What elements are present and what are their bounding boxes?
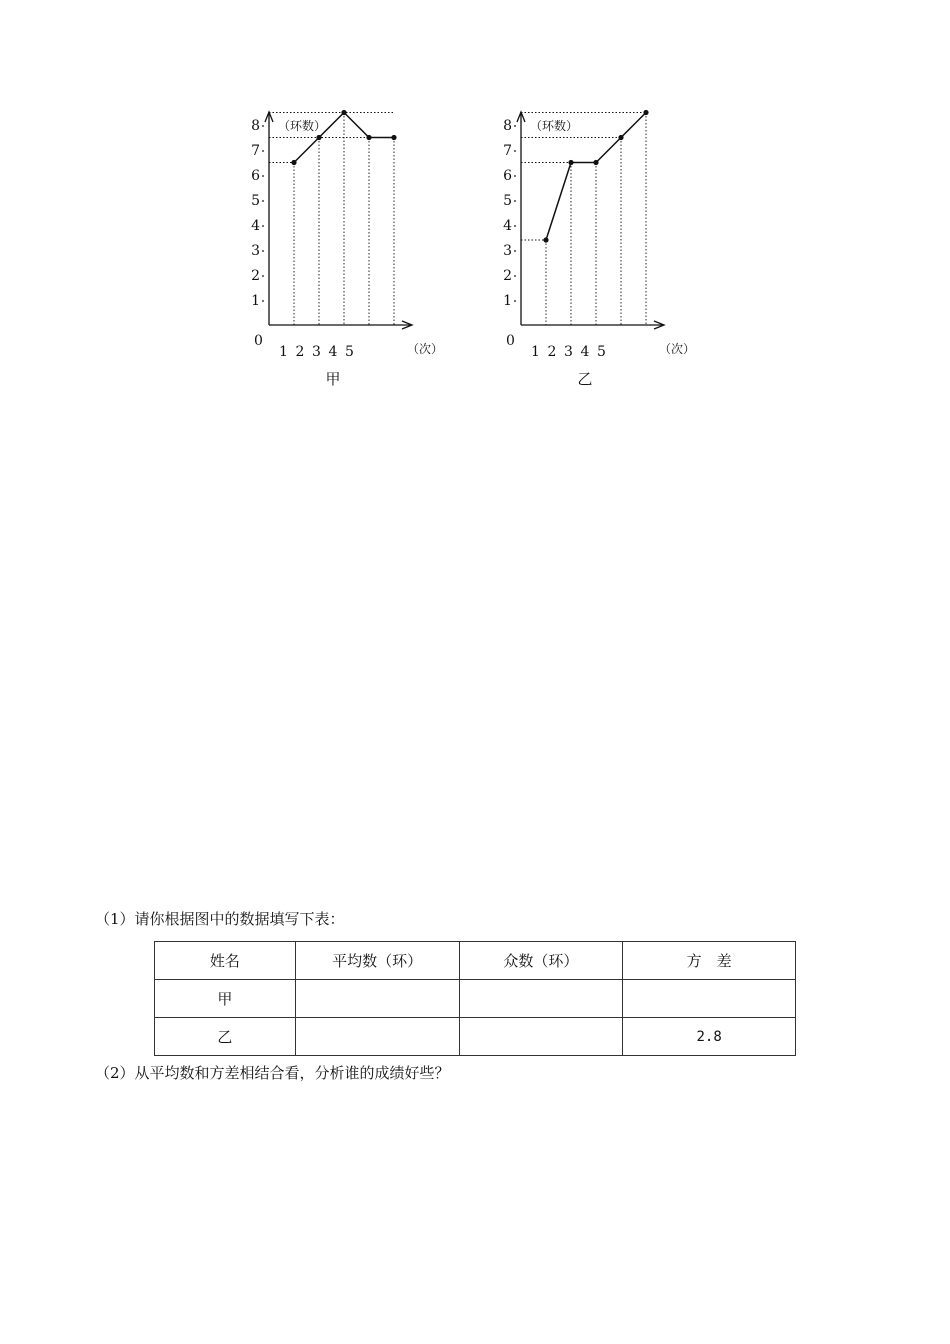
y-tick-dot [514, 300, 516, 302]
chart-caption: 甲 [325, 370, 341, 388]
x-tick-label: 5 [345, 344, 354, 360]
y-axis-label: （环数） [530, 119, 579, 133]
y-tick-label: 8 [251, 118, 260, 134]
x-axis-label: （次） [407, 342, 444, 356]
x-tick-label: 2 [547, 344, 557, 360]
y-tick-dot [262, 125, 264, 127]
y-tick-label: 6 [503, 168, 512, 184]
chart-caption: 乙 [577, 370, 593, 388]
y-tick-label: 5 [503, 193, 512, 209]
x-tick-label: 2 [295, 344, 305, 360]
table-header-cell: 姓名 [155, 942, 296, 980]
y-tick-dot [262, 175, 264, 177]
y-tick-dot [262, 225, 264, 227]
y-tick-dot [514, 200, 516, 202]
table-header-row [155, 942, 796, 980]
x-tick-label: 3 [312, 344, 321, 360]
y-tick-label: 7 [503, 143, 512, 159]
data-point [543, 237, 548, 242]
table-row [155, 980, 796, 1018]
y-tick-dot [514, 125, 516, 127]
x-tick-label: 5 [597, 344, 606, 360]
table-header-cell: 众数（环） [459, 942, 623, 980]
x-tick-label: 1 [531, 344, 540, 360]
question-2: （2）从平均数和方差相结合看，分析谁的成绩好些？ [95, 1064, 450, 1082]
y-tick-label: 8 [503, 118, 512, 134]
data-point [291, 160, 296, 165]
y-tick-label: 1 [251, 293, 260, 309]
y-tick-label: 7 [251, 143, 260, 159]
y-tick-label: 3 [251, 243, 260, 259]
table-cell-variance: 2.8 [623, 1018, 796, 1056]
data-point [593, 160, 598, 165]
y-tick-label: 3 [503, 243, 512, 259]
line-chart-yi [497, 100, 747, 400]
x-axis-label: （次） [659, 342, 696, 356]
y-axis-label: （环数） [278, 119, 327, 133]
y-tick-dot [514, 175, 516, 177]
y-tick-dot [514, 150, 516, 152]
y-tick-dot [262, 150, 264, 152]
table-cell-mode[interactable] [459, 1018, 623, 1056]
table-header-cell: 平均数（环） [295, 942, 459, 980]
line-chart-jia [245, 100, 495, 400]
y-tick-label: 2 [251, 268, 260, 284]
stats-table [154, 941, 796, 1056]
data-point [568, 160, 573, 165]
x-tick-label: 3 [564, 344, 573, 360]
data-point [643, 110, 648, 115]
y-tick-dot [514, 275, 516, 277]
data-point [391, 135, 396, 140]
y-tick-label: 0 [506, 333, 515, 349]
data-point [316, 135, 321, 140]
y-tick-dot [514, 225, 516, 227]
y-tick-label: 1 [503, 293, 512, 309]
data-point [366, 135, 371, 140]
data-point [341, 110, 346, 115]
y-tick-dot [262, 200, 264, 202]
y-tick-label: 6 [251, 168, 260, 184]
y-tick-label: 5 [251, 193, 260, 209]
table-cell-mean[interactable] [295, 980, 459, 1018]
y-tick-dot [262, 300, 264, 302]
table-cell-variance[interactable] [623, 980, 796, 1018]
table-header-cell: 方 差 [623, 942, 796, 980]
table-cell-mode[interactable] [459, 980, 623, 1018]
question-1: （1）请你根据图中的数据填写下表： [95, 910, 345, 928]
table-cell-name: 乙 [155, 1018, 296, 1056]
x-tick-label: 4 [328, 344, 338, 360]
table-cell-name: 甲 [155, 980, 296, 1018]
y-tick-dot [514, 250, 516, 252]
x-tick-label: 4 [580, 344, 590, 360]
y-tick-label: 0 [254, 333, 263, 349]
data-point [618, 135, 623, 140]
table-cell-mean[interactable] [295, 1018, 459, 1056]
table-row [155, 1018, 796, 1056]
y-tick-label: 4 [503, 218, 512, 234]
y-tick-dot [262, 250, 264, 252]
y-tick-label: 4 [251, 218, 260, 234]
x-tick-label: 1 [279, 344, 288, 360]
y-tick-label: 2 [503, 268, 512, 284]
y-tick-dot [262, 275, 264, 277]
